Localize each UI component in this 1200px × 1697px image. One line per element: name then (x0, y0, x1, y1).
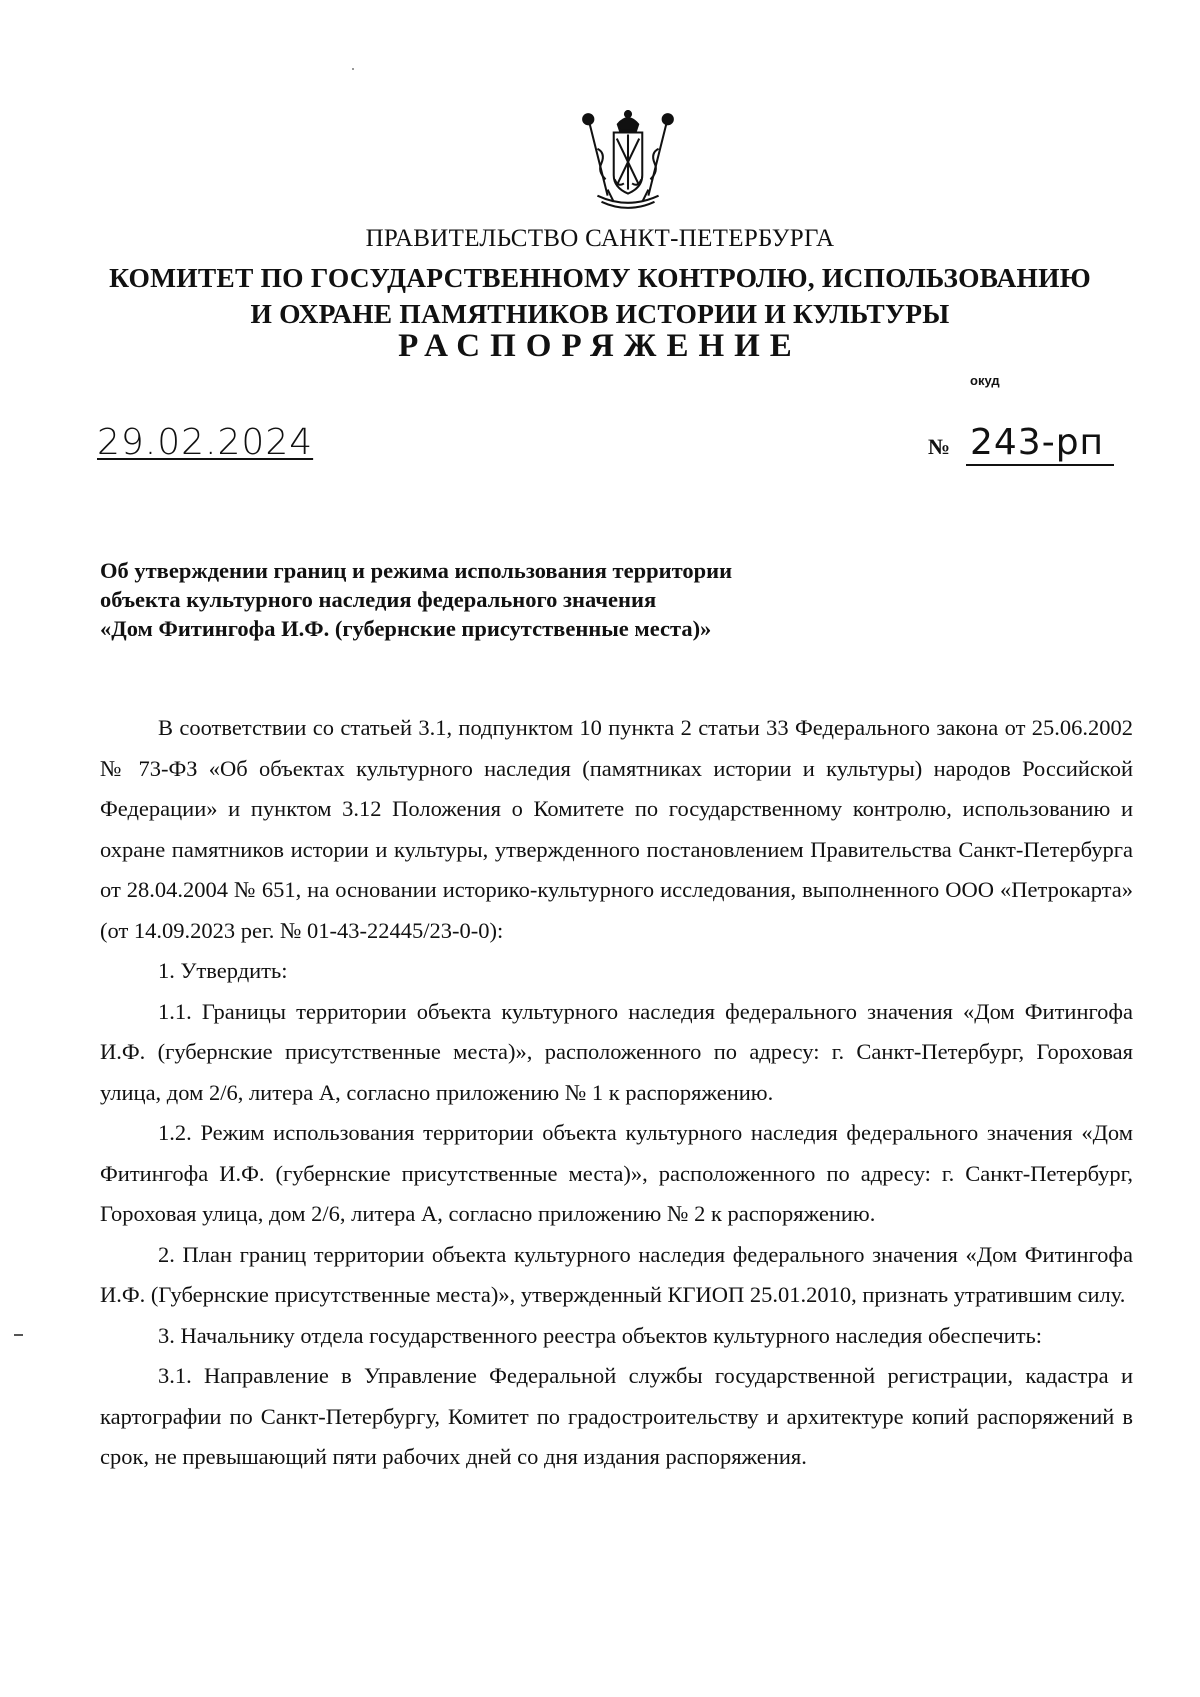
number-value: 243-рп (970, 422, 1105, 463)
committee-name-line-1: КОМИТЕТ ПО ГОСУДАРСТВЕННОМУ КОНТРОЛЮ, ИСПОЛЬЗОВАНИЮ (109, 262, 1091, 293)
item-1-2-paragraph: 1.2. Режим использования территории объекта культурного наследия федерального значения «Дом Фитингофа И.Ф. (губернские присутственные места)», расположенного по адресу: г. Санкт-Петербург, Гороховая улица, дом 2/6, литера А, согласно приложению № 2 к распоряжению. (100, 1120, 1133, 1226)
preamble-paragraph: В соответствии со статьей 3.1, подпунктом 10 пункта 2 статьи 33 Федерального закона от 25.06.2002 № 73-ФЗ «Об объектах культурного наследия (памятниках истории и культуры) народов Российской Федерации» и пунктом 3.12 Положения о Комитете по государственному контролю, использованию и охране памятников истории и культуры, утвержденного постановлением Правительства Санкт-Петербурга от 28.04.2004 № 651, на основании историко-культурного исследования, выполненного ООО «Петрокарта» (от 14.09.2023 рег. № 01-43-22445/23-0-0): (100, 715, 1133, 943)
document-number (928, 420, 1114, 470)
margin-mark (14, 1334, 23, 1336)
subject-line-1: Об утверждении границ и режима использования территории (100, 558, 733, 583)
document-subject (100, 556, 860, 643)
committee-name (0, 260, 1200, 332)
okud-label: окуд (970, 373, 1000, 388)
item-3-1-paragraph: 3.1. Направление в Управление Федеральной службы государственной регистрации, кадастра и картографии по Санкт-Петербургу, Комитет по градостроительству и архитектуре копий распоряжений в срок, не превышающий пяти рабочих дней со дня издания распоряжения. (100, 1363, 1133, 1469)
number-sign: № (928, 434, 951, 459)
coat-of-arms-emblem-icon (576, 108, 680, 214)
item-3-paragraph: 3. Начальнику отдела государственного реестра объектов культурного наследия обеспечить: (158, 1322, 1043, 1348)
government-title: ПРАВИТЕЛЬСТВО САНКТ-ПЕТЕРБУРГА (365, 225, 835, 252)
scan-speck (352, 68, 354, 70)
committee-name-line-2: И ОХРАНЕ ПАМЯТНИКОВ ИСТОРИИ И КУЛЬТУРЫ (250, 298, 950, 329)
item-1-paragraph: 1. Утвердить: (158, 958, 288, 983)
item-2-paragraph: 2. План границ территории объекта культурного наследия федерального значения «Дом Фитингофа И.Ф. (Губернские присутственные места)», утвержденный КГИОП 25.01.2010, признать утратившим силу. (100, 1241, 1133, 1307)
document-body (100, 708, 1133, 1478)
document-date: 29.02.2024 (97, 422, 314, 463)
subject-line-2: объекта культурного наследия федерального значения (100, 587, 657, 612)
document-type-title: РАСПОРЯЖЕНИЕ (398, 328, 802, 364)
number-underline (966, 464, 1114, 466)
subject-line-3: «Дом Фитингофа И.Ф. (губернские присутственные места)» (100, 616, 712, 641)
item-1-1-paragraph: 1.1. Границы территории объекта культурного наследия федерального значения «Дом Фитингофа И.Ф. (губернские присутственные места)», расположенного по адресу: г. Санкт-Петербург, Гороховая улица, дом 2/6, литера А, согласно приложению № 1 к распоряжению. (100, 998, 1133, 1105)
